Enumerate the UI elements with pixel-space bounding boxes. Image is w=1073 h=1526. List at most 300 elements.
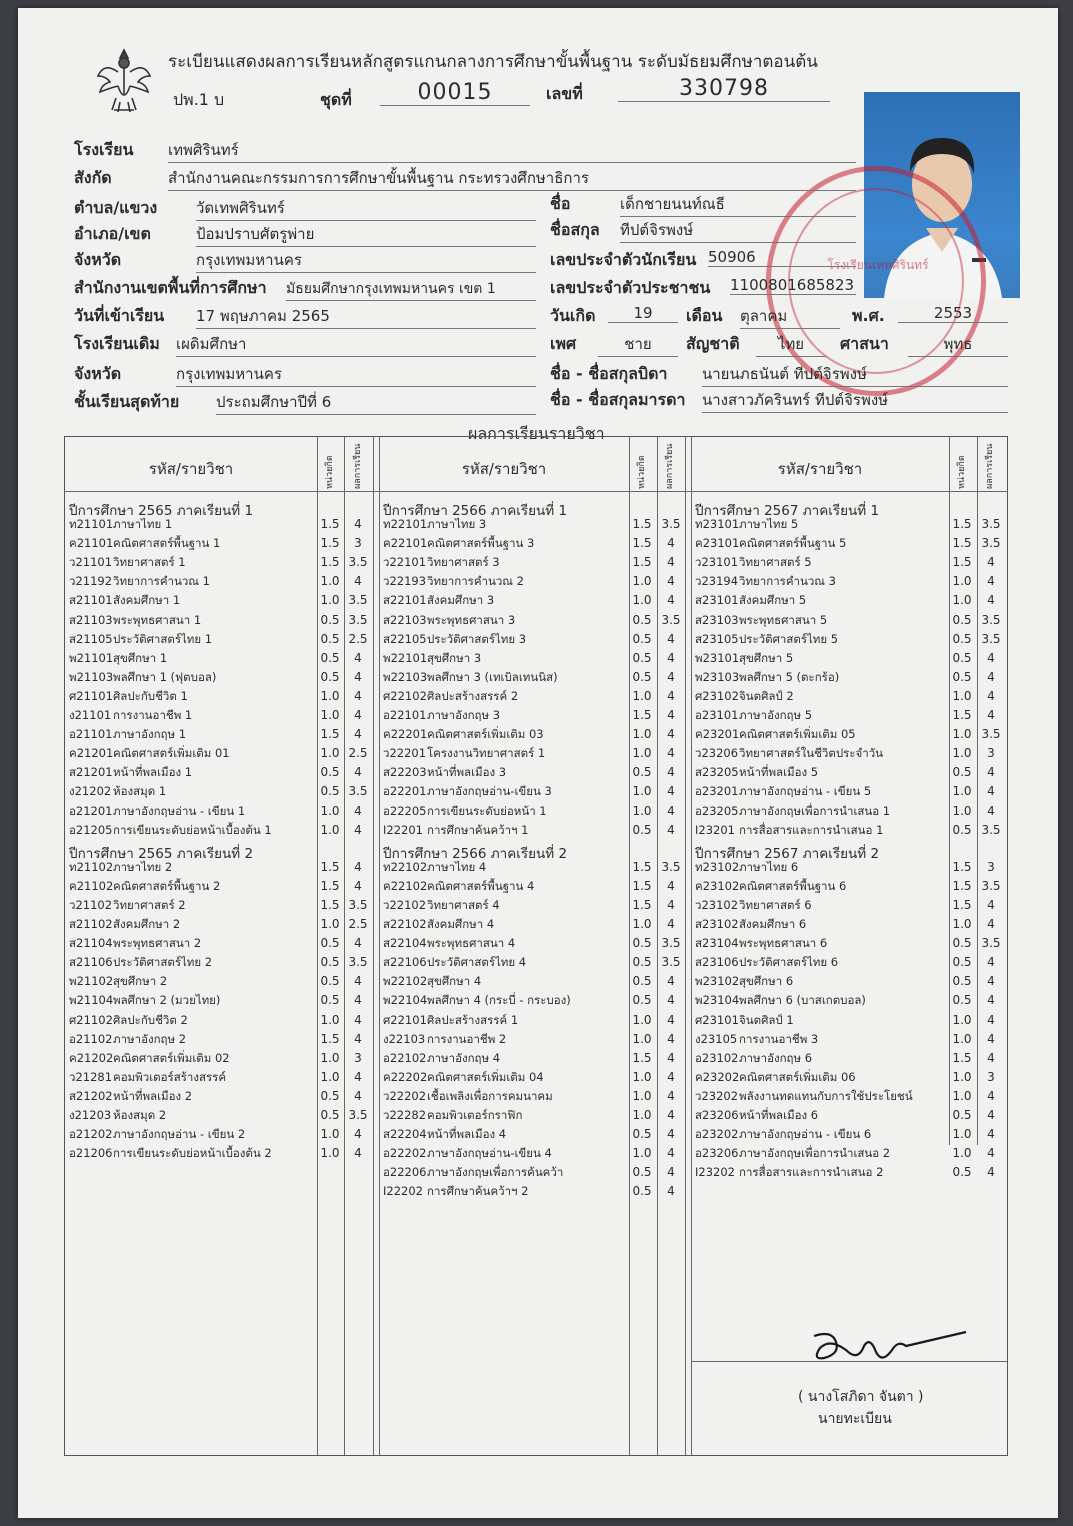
subject-row <box>69 934 201 953</box>
credit-value: 1.5 <box>952 555 972 570</box>
subject-name: การสื่อสารและการนำเสนอ 2 <box>739 1165 884 1180</box>
subject-row <box>695 1087 913 1106</box>
subject-row <box>695 972 793 991</box>
subject-name: ศิลปะสร้างสรรค์ 2 <box>427 688 519 703</box>
grade-value: 4 <box>354 993 362 1008</box>
subject-code: ส22104 <box>383 936 427 951</box>
credit-value: 1.0 <box>632 1069 652 1084</box>
subject-row <box>69 515 172 534</box>
subject-code: ค21201 <box>69 746 114 761</box>
credit-value: 1.0 <box>320 822 340 837</box>
credit-value: 1.0 <box>952 593 972 608</box>
credit-value: 0.5 <box>952 955 972 970</box>
credit-value: 1.0 <box>632 1088 652 1103</box>
subject-name: สุขศึกษา 5 <box>739 650 794 665</box>
nationality-label: สัญชาติ <box>686 334 740 353</box>
term-header: ปีการศึกษา 2566 ภาคเรียนที่ 1 <box>383 503 568 519</box>
term-header: ปีการศึกษา 2566 ภาคเรียนที่ 2 <box>383 845 568 862</box>
term-header: ปีการศึกษา 2567 ภาคเรียนที่ 2 <box>695 845 880 862</box>
form-code: ปพ.1 บ <box>173 90 225 109</box>
subject-name: พระพุทธศาสนา 1 <box>113 612 202 627</box>
enroll-date-value: 17 พฤษภาคม 2565 <box>196 304 536 329</box>
national-id-value: 1100801685823 <box>730 276 855 294</box>
subject-name: พลศึกษา 2 (มวยไทย) <box>113 993 221 1008</box>
grade-value: 4 <box>354 688 362 703</box>
grade-value: 4 <box>987 974 995 989</box>
credit-value: 0.5 <box>320 612 340 627</box>
subject-code: I22202 <box>383 1184 423 1199</box>
subject-name: สังคมศึกษา 6 <box>739 917 807 931</box>
prev-province-label: จังหวัด <box>74 364 122 383</box>
subject-row <box>695 611 827 630</box>
subject-name: คณิตศาสตร์เพิ่มเติม 03 <box>427 727 544 742</box>
subject-code: ศ23102 <box>695 688 739 703</box>
credit-value: 1.0 <box>952 784 972 799</box>
grade-value: 2.5 <box>348 746 368 761</box>
grade-value: 4 <box>667 765 675 780</box>
credit-value: 1.0 <box>632 1108 652 1122</box>
subject-name: การงานอาชีพ 1 <box>113 708 193 722</box>
garuda-emblem-icon <box>94 46 154 116</box>
grade-value: 4 <box>354 803 362 818</box>
subject-row <box>383 630 526 649</box>
grade-value: 4 <box>354 1127 362 1142</box>
birth-day-label: วันเกิด <box>550 306 596 325</box>
subject-row <box>695 1125 871 1144</box>
subject-code: ว21101 <box>69 555 113 570</box>
doc-number-label: เลขที่ <box>546 84 583 103</box>
subject-row <box>383 649 481 668</box>
subject-row <box>383 1106 522 1125</box>
subject-row <box>69 591 180 610</box>
grade-value: 4 <box>667 1108 675 1122</box>
subject-code: ว21102 <box>69 897 113 912</box>
credit-value: 1.0 <box>632 1012 652 1027</box>
grade-value: 3.5 <box>981 631 1001 646</box>
subject-row <box>695 953 838 972</box>
subject-name: คณิตศาสตร์พื้นฐาน 1 <box>113 536 221 551</box>
grade-value: 2.5 <box>348 631 368 646</box>
subject-code: พ23102 <box>695 974 740 989</box>
credit-value: 0.5 <box>952 974 972 989</box>
grade-value: 4 <box>354 974 362 989</box>
subject-code: อ21205 <box>69 822 113 837</box>
credit-value: 1.5 <box>632 1050 652 1065</box>
subject-code: อ21101 <box>69 727 113 742</box>
birth-month-label: เดือน <box>686 306 723 325</box>
subject-row <box>695 515 798 534</box>
grade-value: 4 <box>987 1088 995 1103</box>
grade-value: 4 <box>667 555 675 570</box>
subject-row <box>695 1068 856 1087</box>
subject-code: ว23202 <box>695 1088 739 1103</box>
grade-value: 4 <box>667 1088 675 1103</box>
subject-name: วิทยาศาสตร์ 4 <box>427 897 500 912</box>
grade-value: 3.5 <box>348 555 368 570</box>
grade-value: 4 <box>987 1012 995 1027</box>
prev-school-value: เผดิมศึกษา <box>176 332 536 357</box>
credit-value: 0.5 <box>320 765 340 780</box>
subject-code: ศ22102 <box>383 688 427 703</box>
subject-row <box>69 668 216 687</box>
grade-value: 4 <box>667 650 675 665</box>
grade-value: 4 <box>987 688 995 703</box>
subject-name: สังคมศึกษา 2 <box>113 917 181 931</box>
grade-value: 4 <box>667 708 675 722</box>
grade-value: 4 <box>354 650 362 665</box>
subject-code: ส22102 <box>383 917 427 931</box>
grade-value: 4 <box>354 517 362 531</box>
subject-code: อ23102 <box>695 1050 739 1065</box>
subject-code: อ21102 <box>69 1031 113 1046</box>
credit-value: 1.5 <box>632 536 652 551</box>
grade-value: 3.5 <box>981 822 1001 837</box>
subject-name: การสื่อสารและการนำเสนอ 1 <box>739 822 884 837</box>
subject-row <box>383 553 500 572</box>
subject-code: ว23194 <box>695 574 739 589</box>
subject-row <box>695 1030 818 1049</box>
subject-row <box>383 1087 553 1106</box>
credit-value: 0.5 <box>952 993 972 1008</box>
credit-value: 0.5 <box>320 631 340 646</box>
credit-value: 0.5 <box>632 669 652 684</box>
subject-name: ภาษาไทย 4 <box>427 859 487 874</box>
subdistrict-value: วัดเทพศิรินทร์ <box>196 196 536 221</box>
credit-value: 1.0 <box>320 1146 340 1161</box>
subject-row <box>383 744 545 763</box>
credit-value: 1.5 <box>632 555 652 570</box>
subject-row <box>383 1163 563 1182</box>
transcript-sheet <box>18 8 1058 1518</box>
grade-value: 3.5 <box>981 727 1001 742</box>
credit-value: 1.0 <box>952 1012 972 1027</box>
credit-value: 0.5 <box>632 1165 652 1180</box>
subject-row <box>383 782 552 801</box>
credit-value: 1.0 <box>952 688 972 703</box>
subject-name: การศึกษาค้นคว้าฯ 1 <box>427 822 529 837</box>
grade-value: 3.5 <box>348 897 368 912</box>
subject-name: ภาษาอังกฤษ 4 <box>427 1050 501 1065</box>
subject-row <box>69 687 188 706</box>
subject-row <box>383 1125 506 1144</box>
school-label: โรงเรียน <box>74 140 134 159</box>
grade-value: 4 <box>667 878 675 893</box>
subject-name: สุขศึกษา 6 <box>739 974 794 989</box>
subject-row <box>69 1125 245 1144</box>
credit-value: 1.5 <box>320 555 340 570</box>
subject-code: ว22202 <box>383 1088 427 1103</box>
subject-name: ภาษาอังกฤษ 2 <box>113 1031 187 1046</box>
credit-value: 1.5 <box>632 708 652 722</box>
subject-name: จินตศิลป์ 1 <box>739 1012 794 1027</box>
grade-value: 4 <box>987 574 995 589</box>
edu-area-value: มัธยมศึกษากรุงเทพมหานคร เขต 1 <box>286 278 536 301</box>
subject-name: ประวัติศาสตร์ไทย 6 <box>739 955 839 970</box>
name-value: เด็กชายนนท์ณธี <box>620 192 856 217</box>
subject-row <box>69 630 212 649</box>
subject-code: อ21206 <box>69 1146 113 1161</box>
grade-value: 4 <box>667 1050 675 1065</box>
subject-code: พ21102 <box>69 974 114 989</box>
credit-value: 1.5 <box>320 536 340 551</box>
registrar-name: ( นางโสภิดา จันตา ) <box>798 1389 924 1405</box>
subject-name: หน้าที่พลเมือง 1 <box>113 765 193 780</box>
subject-code: อ23101 <box>695 708 739 722</box>
credit-value: 1.0 <box>952 803 972 818</box>
credit-value: 0.5 <box>952 669 972 684</box>
subject-row <box>383 802 547 821</box>
subject-row <box>383 725 544 744</box>
grade-value: 4 <box>987 784 995 799</box>
subject-row <box>695 744 883 763</box>
subject-row <box>695 1106 818 1125</box>
subject-row <box>695 706 812 725</box>
credit-value: 0.5 <box>320 669 340 684</box>
subject-row <box>383 1182 529 1201</box>
col1-credit-header: หน่วยกิต <box>325 455 335 489</box>
grade-value: 3.5 <box>348 784 368 799</box>
credit-value: 1.5 <box>952 878 972 893</box>
subject-row <box>383 1144 552 1163</box>
credit-value: 1.0 <box>632 803 652 818</box>
subject-row <box>695 782 871 801</box>
credit-value: 1.0 <box>952 574 972 589</box>
credit-value: 1.5 <box>632 859 652 874</box>
subject-name: ภาษาอังกฤษอ่าน - เขียน 5 <box>739 784 872 799</box>
subject-row <box>383 572 524 591</box>
grade-value: 3.5 <box>348 955 368 970</box>
grade-value: 4 <box>667 1184 675 1199</box>
subject-name: ภาษาอังกฤษ 5 <box>739 708 813 722</box>
grade-value: 3.5 <box>661 936 681 951</box>
affiliation-value: สำนักงานคณะกรรมการการศึกษาขั้นพื้นฐาน กระทรวงศึกษาธิการ <box>168 166 856 191</box>
credit-value: 1.5 <box>952 897 972 912</box>
subject-name: ศิลปะกับชีวิต 1 <box>113 688 188 703</box>
province-label: จังหวัด <box>74 250 122 269</box>
subject-row <box>383 763 506 782</box>
subject-code: ว22282 <box>383 1108 427 1122</box>
credit-value: 1.0 <box>952 746 972 761</box>
subject-row <box>695 1011 794 1030</box>
subject-code: พ23104 <box>695 993 740 1008</box>
subject-code: ค23201 <box>695 727 740 742</box>
credit-value: 1.5 <box>952 536 972 551</box>
subject-name: การเขียนระดับย่อหน้าเบื้องต้น 2 <box>113 1146 272 1161</box>
subject-code: ว22101 <box>383 555 427 570</box>
subject-code: พ21104 <box>69 993 114 1008</box>
grade-value: 4 <box>354 669 362 684</box>
credit-value: 0.5 <box>952 631 972 646</box>
subject-name: สุขศึกษา 2 <box>113 974 168 989</box>
subject-row <box>695 572 836 591</box>
set-label: ชุดที่ <box>320 90 352 109</box>
credit-value: 0.5 <box>632 993 652 1008</box>
father-label: ชื่อ - ชื่อสกุลบิดา <box>550 364 668 383</box>
subject-code: ส22103 <box>383 612 427 627</box>
subject-name: เชื้อเพลิงเพื่อการคมนาคม <box>427 1088 553 1103</box>
subject-row <box>695 553 812 572</box>
birth-month-value: ตุลาคม <box>740 304 840 329</box>
subject-name: หน้าที่พลเมือง 3 <box>427 765 507 780</box>
grade-value: 4 <box>987 650 995 665</box>
father-value: นายนภธนันต์ ทีปต์จิรพงษ์ <box>702 362 1008 387</box>
subject-name: วิทยาศาสตร์ 5 <box>739 555 812 570</box>
subject-row <box>383 611 515 630</box>
subject-name: วิทยาศาสตร์ 3 <box>427 555 500 570</box>
sex-value: ชาย <box>598 332 678 357</box>
subject-name: ประวัติศาสตร์ไทย 3 <box>427 631 527 646</box>
grade-value: 4 <box>987 993 995 1008</box>
subject-row <box>69 534 220 553</box>
credit-value: 1.5 <box>320 517 340 531</box>
subject-row <box>383 934 515 953</box>
subject-name: การงานอาชีพ 2 <box>427 1031 507 1046</box>
subject-row <box>69 896 186 915</box>
credit-value: 1.0 <box>320 593 340 608</box>
subject-row <box>383 687 518 706</box>
subject-code: ท21102 <box>69 859 114 874</box>
credit-value: 1.5 <box>320 1031 340 1046</box>
credit-value: 0.5 <box>952 765 972 780</box>
subject-name: ภาษาอังกฤษอ่าน-เขียน 4 <box>427 1146 552 1161</box>
subject-code: อ23205 <box>695 803 739 818</box>
subject-code: อ22206 <box>383 1165 427 1180</box>
grade-value: 4 <box>667 917 675 931</box>
credit-value: 1.0 <box>320 574 340 589</box>
credit-value: 0.5 <box>320 784 340 799</box>
last-grade-label: ชั้นเรียนสุดท้าย <box>74 392 180 411</box>
subject-row <box>695 858 798 877</box>
grade-value: 3 <box>354 536 362 551</box>
grade-value: 3.5 <box>348 612 368 627</box>
grade-value: 4 <box>987 1165 995 1180</box>
subject-name: วิทยาการคำนวณ 1 <box>113 574 210 589</box>
subject-code: ค23102 <box>695 878 740 893</box>
subject-row <box>69 802 245 821</box>
surname-value: ทีปต์จิรพงษ์ <box>620 218 856 243</box>
subject-name: ภาษาไทย 1 <box>113 517 173 531</box>
grade-value: 3.5 <box>981 878 1001 893</box>
subject-name: การศึกษาค้นคว้าฯ 2 <box>427 1184 529 1199</box>
subject-name: คอมพิวเตอร์สร้างสรรค์ <box>113 1069 227 1084</box>
subject-name: วิทยาศาสตร์ 2 <box>113 897 186 912</box>
grade-value: 4 <box>354 1088 362 1103</box>
subject-name: ภาษาอังกฤษเพื่อการนำเสนอ 1 <box>739 803 891 818</box>
subject-row <box>383 591 494 610</box>
grade-value: 4 <box>667 803 675 818</box>
subject-code: อ23201 <box>695 784 739 799</box>
subject-code: ค23202 <box>695 1069 740 1084</box>
grade-value: 3.5 <box>981 612 1001 627</box>
subject-code: ว21192 <box>69 574 113 589</box>
set-number: 00015 <box>380 80 530 106</box>
subject-row <box>69 972 167 991</box>
birth-year-value: 2553 <box>898 304 1008 323</box>
subject-name: ภาษาอังกฤษอ่าน - เขียน 1 <box>113 803 246 818</box>
grade-value: 3.5 <box>348 1108 368 1122</box>
subject-name: คณิตศาสตร์พื้นฐาน 2 <box>113 878 221 893</box>
credit-value: 1.5 <box>632 878 652 893</box>
subject-row <box>695 915 806 934</box>
subject-name: พลศึกษา 3 (เทเบิลเทนนิส) <box>427 669 558 684</box>
grade-value: 4 <box>354 859 362 874</box>
credit-value: 0.5 <box>632 631 652 646</box>
subject-code: ค21202 <box>69 1050 114 1065</box>
subject-name: หน้าที่พลเมือง 5 <box>739 765 819 780</box>
subject-name: พระพุทธศาสนา 6 <box>739 936 828 951</box>
subject-code: ท23102 <box>695 859 740 874</box>
subject-name: คอมพิวเตอร์กราฟิก <box>427 1108 523 1122</box>
subject-name: วิทยาศาสตร์ 1 <box>113 555 186 570</box>
col3-subject-header: รหัส/รายวิชา <box>777 460 863 478</box>
official-seal-text: โรงเรียนเทพศิรินทร์ <box>827 258 929 272</box>
subject-code: ส22203 <box>383 765 427 780</box>
subject-code: ส22204 <box>383 1127 427 1142</box>
subject-row <box>383 972 481 991</box>
subject-code: อ21202 <box>69 1127 113 1142</box>
subject-row <box>69 553 186 572</box>
subject-name: การเขียนระดับย่อหน้า 1 <box>427 803 547 818</box>
term-header: ปีการศึกษา 2565 ภาคเรียนที่ 2 <box>69 845 254 862</box>
subject-code: I23202 <box>695 1165 735 1180</box>
subject-row <box>695 1163 883 1182</box>
grade-value: 4 <box>987 917 995 931</box>
grade-value: 2.5 <box>348 917 368 931</box>
credit-value: 1.0 <box>632 1031 652 1046</box>
credit-value: 1.0 <box>320 917 340 931</box>
credit-value: 1.5 <box>952 1050 972 1065</box>
credit-value: 1.0 <box>320 803 340 818</box>
grade-value: 3 <box>987 746 995 761</box>
credit-value: 0.5 <box>320 936 340 951</box>
subject-code: อ22201 <box>383 784 427 799</box>
subject-row <box>695 630 838 649</box>
subject-name: พลศึกษา 5 (ตะกร้อ) <box>739 669 840 684</box>
grade-value: 4 <box>354 1012 362 1027</box>
subject-code: ว23206 <box>695 746 739 761</box>
mother-value: นางสาวภัครินทร์ ทีปต์จิรพงษ์ <box>702 388 1008 413</box>
subject-code: ส21201 <box>69 765 113 780</box>
subject-code: ง21202 <box>69 784 112 799</box>
subject-name: หน้าที่พลเมือง 6 <box>739 1108 819 1122</box>
subject-code: ค21101 <box>69 536 114 551</box>
subject-name: พระพุทธศาสนา 3 <box>427 612 516 627</box>
subject-name: พระพุทธศาสนา 4 <box>427 936 516 951</box>
grade-value: 4 <box>354 1146 362 1161</box>
subject-code: ส23205 <box>695 765 739 780</box>
subject-code: ส21102 <box>69 917 113 931</box>
subject-row <box>69 744 230 763</box>
subject-code: ค21102 <box>69 878 114 893</box>
subject-row <box>69 991 220 1010</box>
grade-value: 4 <box>354 878 362 893</box>
subject-code: อ22102 <box>383 1050 427 1065</box>
enroll-date-label: วันที่เข้าเรียน <box>74 306 165 325</box>
subject-name: วิทยาศาสตร์ในชีวิตประจำวัน <box>739 746 884 761</box>
subject-code: พ22103 <box>383 669 428 684</box>
school-value: เทพศิรินทร์ <box>168 138 856 163</box>
subject-code: ส23103 <box>695 612 739 627</box>
registrar-signature-icon <box>806 1328 976 1368</box>
subject-code: ง22103 <box>383 1031 426 1046</box>
subject-code: อ22202 <box>383 1146 427 1161</box>
subject-row <box>69 763 192 782</box>
subject-row <box>695 687 794 706</box>
credit-value: 1.0 <box>632 1146 652 1161</box>
surname-label: ชื่อสกุล <box>550 220 600 239</box>
subject-code: ส22101 <box>383 593 427 608</box>
subject-code: ศ23101 <box>695 1012 739 1027</box>
